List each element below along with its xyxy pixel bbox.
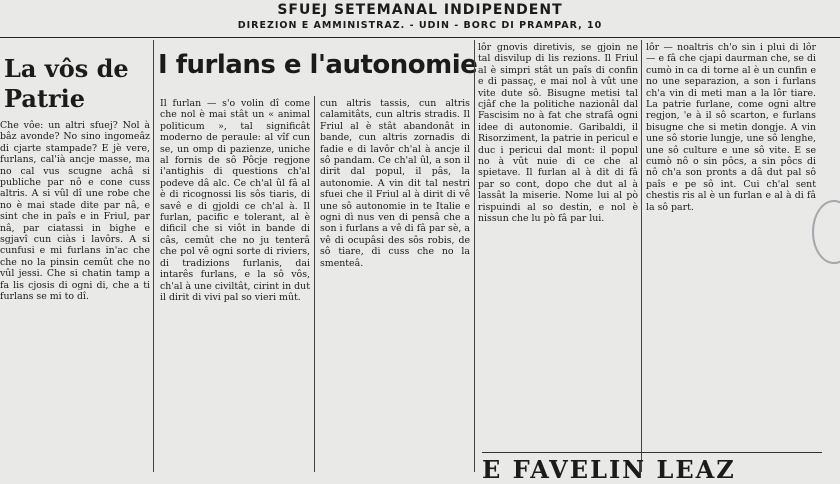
column-4-text: lôr gnovis diretivis, se gjoin ne tal disvilup di lis rezions. Il Friul al è simpri stât un paîs di confin e di passaç, e mai nol à vût une vite dute sô. Bisugne metisi tal cjâf che la politiche nazionâl dal Fascisim no à fat che strafâ ogni idee di autonomie. Garibaldi, il Risorziment, la patrie in pericul e duc i pericui dal mont: il popul no à vût nuie di ce che al spietave. Il furlan al à dit di fâ par so cont, dopo che dut al à lassât la miserie. Nome lui al pò rispuindi al so destin, e nol è nissun che lu pò fâ par lui. — [478, 42, 638, 225]
main-article-column-2 — [320, 98, 470, 472]
main-article-column-1 — [160, 98, 310, 472]
newspaper-subtitle: DIREZION E AMMINISTRAZ. - UDIN - BORC DI PRAMPAR, 10 — [237, 20, 603, 31]
left-article-headline: La vôs de Patrie — [4, 54, 129, 113]
column-divider — [314, 96, 315, 472]
article-column-5 — [646, 42, 816, 472]
library-stamp — [812, 200, 840, 264]
main-article-headline: I furlans e l'autonomie — [158, 50, 478, 80]
article-column-4 — [478, 42, 638, 462]
main-article-text-2: cun altris tassis, cun altris calamitâts, cun altris stradis. Il Friul al è stât abandonât in bande, cun altris zornadis di fadie e di lavôr ch'al à ancje il sô pandam. Ce ch'al ûl, a son il dirit dal popul, il pâs, la autonomie. A vin dit tal nestri sfuei che il Friul al à dirit di vê une sô autonomie in te Italie e ogni dì nus ven di pensâ che a son i furlans a vê di fâ par sè, a vê di ocupâsi des sôs robis, de sô tiare, di cuss che no la smenteâ. — [320, 98, 470, 269]
column-5-text: lôr — noaltris ch'o sin i plui di lôr — e fâ che cjapi daurman che, se di cumò in ca di torne al è un cunfin e no une separazion, a son i furlans ch'a vin di meti man a la lôr tiare. La patrie furlane, come ogni altre regjon, 'e à il sô scarton, e furlans bisugne che si metin dongje. A vin une sô storie lungje, une sô lenghe, une sô culture e une sô vite. E se cumò nô o sin pôcs, a sin pôcs di nô ch'a son pronts a dâ dut pal sô paîs e pe sô int. Cui ch'al sent chestis ris al è un furlan e al à di fâ la sô part. — [646, 42, 816, 213]
column-divider — [641, 40, 642, 472]
newspaper-title: SFUEJ SETEMANAL INDIPENDENT — [277, 2, 563, 18]
column-divider — [153, 40, 154, 472]
left-article — [0, 42, 150, 472]
column-divider — [474, 40, 475, 472]
masthead — [0, 0, 840, 38]
main-article-text-1: Il furlan — s'o volin dî come che nol è mai stât un « animal politicum », tal significât moderno de peraule: al vîf cun se, un omp di pazienze, uniche al fornis de sô Pôcje regjone i'antighis di questions ch'al podeve dâ alc. Ce ch'al ûl fâ al è di ricognossi lis sôs tiaris, di savê e di gjoldi ce ch'al à. Il furlan, pacific e tolerant, al è dificil che si viôt in bande di câs, cemût che no ju tenterâ che pol vê ogni sorte di riviers, di tradizions furlanis, dai intarês furlans, e la sô vôs, ch'al à une civiltât, cirint in dut il dirit di vivi pal so vieri mût. — [160, 98, 310, 303]
bottom-headline: E FAVELIN LEAZ — [482, 452, 822, 484]
masthead-rule — [0, 37, 840, 38]
left-article-body: Che vôe: un altri sfuej? Nol à bâz avonde? No sino ingomeâz di cjarte stampade? E jè vere, furlans, cal'ià ancje masse, ma no cal vus scugne achâ si publiche par nô e cone cuss altris. A si vûl dî une robe che no è mai stade dite par nâ, e sint che in paîs e in Friul, par nâ, par ciatassi in bighe e sgjavî cun ciàs i lavôrs. A si cunfusi e mi furlans in'ac che che no la pinsin cemût che no vûl jessi. Che si chatin tamp a fa lis cjosis di ogni di, che a ti furlans se mi to dî. — [0, 120, 150, 303]
